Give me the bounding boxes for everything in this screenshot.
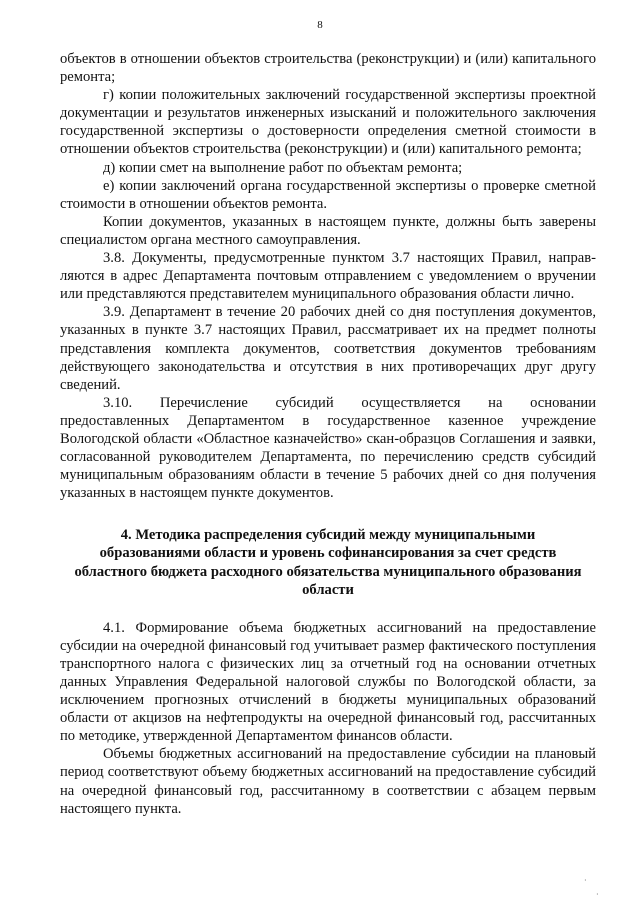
paragraph-4-1-second: Объемы бюджетных ассигнований на предоставление субсидии на плановый период соответствуют объему бюджетных ассигнований на предоставление субсидий на очередной финансовый год, рассчитанному в соответствии с абзацем первым настоящего пункта. [60,746,596,817]
paragraph-3-10-rest: предоставленных Департаментом в государственное казенное учреждение Вологодской области «Областное казначейство» скан-образцов Соглашения и заявки, согласованной руководителем Департамента, по перечислению средств субсидий муниципальным образованиям области в течение 5 рабочих дней со дня получения указанных в настоящем пункте документов. [60,412,596,502]
paragraph-item-e: е) копии заключений органа государственной экспертизы о проверке сметной стоимости в отношении объектов ремонта. [60,177,596,212]
paragraph-item-g: г) копии положительных заключений государственной экспертизы проектной документации и результатов инженерных изысканий и положительного заключения государственной экспертизы о достоверности определения сметной стоимости в отношении объектов строительства (реконструкции) и (или) капитального ремонта; [60,87,596,158]
paragraph-copies-certified: Копии документов, указанных в настоящем пункте, должны быть заверены специалистом органа местного самоуправления. [60,213,596,248]
paragraph-4-1: 4.1. Формирование объема бюджетных ассигнований на предоставление субсидии на очередной финансовый год учитывает размер фактического поступления транспортного налога с физических лиц за отчетный год на основании отчетных данных Управления Федеральной налоговой службы по Вологодской области, за исключением прогнозных отчислений в бюджеты муниципальных образований области от акцизов на нефтепродукты на очередной финансовый год, рассчитанных по методике, утвержденной Департаментом финансов области. [60,619,596,745]
paragraph-3-10-first-line: 3.10. Перечисление субсидий осуществляется на основании [103,394,596,411]
paragraph-list-continuation: объектов в отношении объектов строительства (реконструкции) и (или) капитального ремонта; [60,51,596,86]
paragraph-item-d: д) копии смет на выполнение работ по объектам ремонта; [103,159,463,176]
scan-dot: · [596,890,599,899]
document-body [60,50,596,818]
paragraph-3-9: 3.9. Департамент в течение 20 рабочих дней со дня поступления документов, указанных в пункте 3.7 настоящих Правил, рассматривает их на предмет полноты представления комплекта документов, соответствия документов требованиям действующего законодательства и отсутствия в них противоречащих друг другу сведений. [60,304,596,393]
page-number: 8 [317,19,323,31]
scan-dot: · [584,876,587,885]
paragraph-3-8: 3.8. Документы, предусмотренные пунктом 3.7 настоящих Правил, направляются в адрес Департамента почтовым отправлением с уведомлением о вручении или представляются представителем муниципального образования области лично. [60,250,596,303]
section-4-heading: 4. Методика распределения субсидий между муниципальными образованиями области и уровень софинансирования за счет средств областного бюджета расходного обязательства муниципального образования области [74,527,582,598]
